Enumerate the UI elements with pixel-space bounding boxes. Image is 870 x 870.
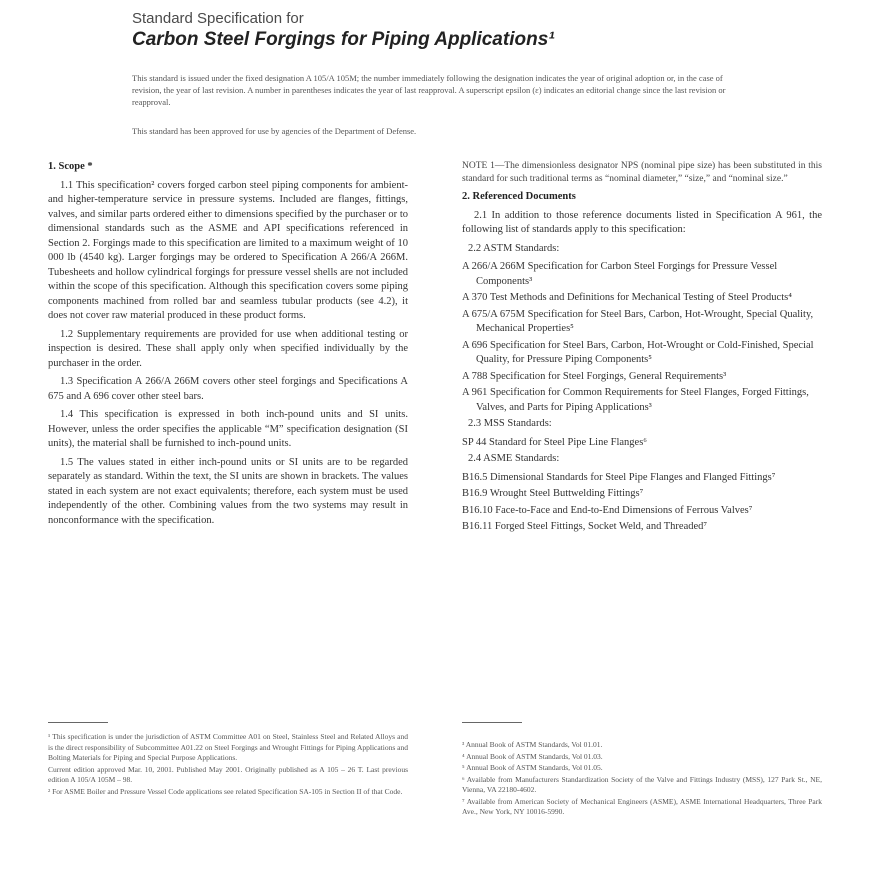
paragraph: 1.5 The values stated in either inch-pound units or SI units are to be regarded separately as standard. Within the text, the SI units are shown in brackets. The values stated in each system are not exact equivalents; therefore, each system must be used independently of the other. Combining values from the two systems may result in nonconformance with the specification. [48, 456, 408, 526]
left-column [48, 160, 408, 532]
designation-note: This standard is issued under the fixed designation A 105/A 105M; the number immediately following the designation indicates the year of original adoption or, in the case of revision, the year of last revision. A number in parentheses indicates the year of last reapproval. A superscript epsilon (ε) indicates an editorial change since the last revision or reapproval. [132, 73, 726, 107]
list-item: A 370 Test Methods and Definitions for Mechanical Testing of Steel Products⁴ [462, 292, 792, 303]
astm-standards-label: 2.2 ASTM Standards: [468, 242, 560, 254]
footnote-divider [48, 722, 108, 723]
list-item: A 961 Specification for Common Requirements for Steel Flanges, Forged Fittings, Valves, and Parts for Piping Applications³ [462, 387, 809, 413]
approval-note: This standard has been approved for use by agencies of the Department of Defense. [132, 126, 417, 136]
document-subtitle: Standard Specification for [132, 10, 304, 27]
astm-reference-list [462, 260, 822, 415]
paragraph: 1.2 Supplementary requirements are provided for use when additional testing or inspection is desired. These shall apply only when specified individually by the purchaser in the order. [48, 328, 408, 369]
section-heading-scope: 1. Scope * [48, 161, 93, 172]
list-item: B16.9 Wrought Steel Buttwelding Fittings⁷ [462, 488, 644, 499]
asme-reference-list [462, 471, 822, 535]
list-item: B16.11 Forged Steel Fittings, Socket Weld, and Threaded⁷ [462, 521, 708, 532]
list-item: A 675/A 675M Specification for Steel Bars, Carbon, Hot-Wrought, Special Quality, Mechanical Properties⁵ [462, 308, 814, 334]
mss-standards-label: 2.3 MSS Standards: [468, 418, 552, 429]
list-item: A 788 Specification for Steel Forgings, General Requirements³ [462, 370, 727, 382]
paragraph: 1.1 This specification² covers forged carbon steel piping components for ambient- and higher-temperature service in pressure systems. Included are flanges, fittings, valves, and similar parts ordered either to dimensions specified by the purchaser or to dimensional standards such as the ASME and API specifications referenced in Section 2. Forgings made to this specification are limited to a maximum weight of 10 000 lb (4540 kg). Larger forgings may be ordered to Specification A 266/A 266M. Tubesheets and hollow cylindrical forgings for pressure vessel shells are not included within the scope of this specification. Although this specification covers some piping components machined from rolled bar and seamless tubular products (see 4.2), it does not cover raw material produced in these product forms. [48, 179, 408, 321]
paragraph: 2.1 In addition to those reference documents listed in Specification A 961, the following list of standards apply to this specification: [462, 209, 822, 235]
nps-note: NOTE 1—The dimensionless designator NPS (nominal pipe size) has been substituted in this standard for such traditional terms as “nominal diameter,” “size,” and “nominal size.” [462, 161, 822, 184]
footnote: ⁶ Available from Manufacturers Standardization Society of the Valve and Fittings Industry (MSS), 127 Park St., NE, Vienna, VA 22180-4602. [462, 774, 822, 794]
footnote: ³ Annual Book of ASTM Standards, Vol 01.01. [462, 740, 603, 749]
footnote: ¹ This specification is under the jurisdiction of ASTM Committee A01 on Steel, Stainless Steel and Related Alloys and is the direct responsibility of Subcommittee A01.22 on Steel Forgings and Wrought Fittings for Piping Applications and Bolting Materials for Piping and Special Purpose Applications. [48, 732, 408, 762]
footnote: ² For ASME Boiler and Pressure Vessel Code applications see related Specification SA-105 in Section II of that Code. [48, 786, 403, 796]
document-header [132, 10, 732, 52]
list-item: B16.10 Face-to-Face and End-to-End Dimensions of Ferrous Valves⁷ [462, 504, 753, 516]
mss-reference-list [462, 436, 822, 451]
footnotes-left [48, 732, 408, 798]
asme-standards-label: 2.4 ASME Standards: [468, 453, 560, 464]
footnote: ⁷ Available from American Society of Mechanical Engineers (ASME), ASME International Headquarters, Three Park Ave., New York, NY 10016-5990. [462, 796, 822, 816]
footnote: Current edition approved Mar. 10, 2001. Published May 2001. Originally published as A 105 – 26 T. Last previous edition A 105/A 105M – 98. [48, 764, 408, 784]
list-item: A 266/A 266M Specification for Carbon Steel Forgings for Pressure Vessel Components³ [462, 261, 778, 287]
footnotes-right [462, 740, 822, 819]
list-item: B16.5 Dimensional Standards for Steel Pipe Flanges and Flanged Fittings⁷ [462, 471, 776, 483]
paragraph: 1.3 Specification A 266/A 266M covers other steel forgings and Specifications A 675 and A 696 cover other steel bars. [48, 376, 408, 402]
paragraph: 1.4 This specification is expressed in both inch-pound units and SI units. However, unless the order specifies the applicable “M” specification designation (SI units), the material shall be furnished to inch-pound units. [48, 409, 408, 449]
footnote-divider [462, 722, 522, 723]
footnote: ⁵ Annual Book of ASTM Standards, Vol 01.05. [462, 763, 603, 772]
list-item: A 696 Specification for Steel Bars, Carbon, Hot-Wrought or Cold-Finished, Special Quality, for Pressure Piping Components⁵ [462, 339, 814, 365]
document-title: Carbon Steel Forgings for Piping Applications¹ [132, 29, 555, 50]
list-item: SP 44 Standard for Steel Pipe Line Flanges⁶ [462, 436, 647, 448]
footnote: ⁴ Annual Book of ASTM Standards, Vol 01.03. [462, 751, 603, 761]
section-heading-references: 2. Referenced Documents [462, 191, 576, 202]
right-column [462, 160, 822, 537]
